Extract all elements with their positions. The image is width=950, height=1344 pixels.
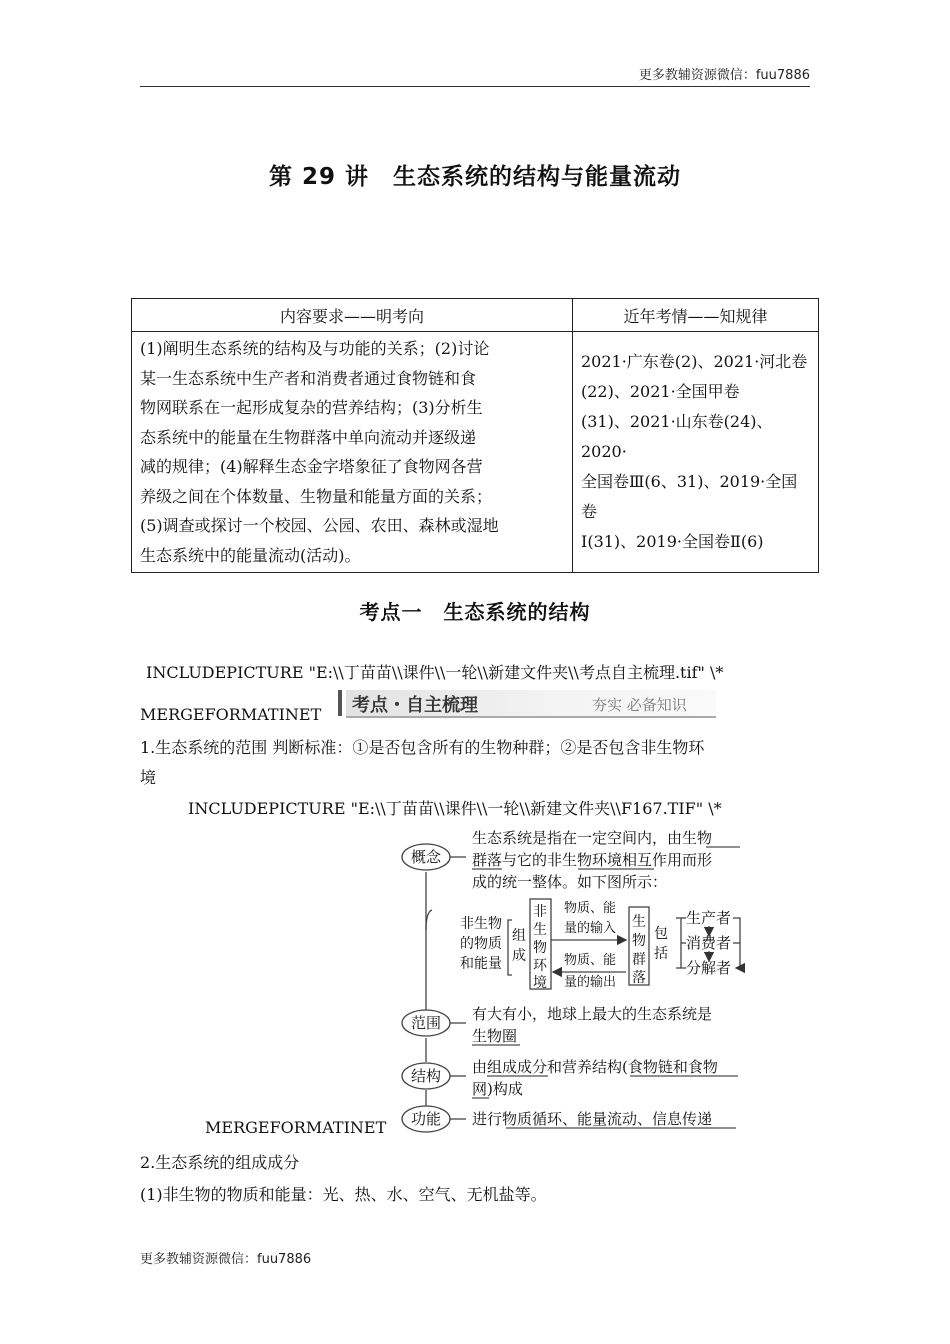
col1-header: 内容要求——明考向: [132, 299, 573, 332]
header-note: 更多教辅资源微信：fuu7886: [638, 68, 810, 83]
banner-subtitle: 夯实 必备知识: [592, 696, 687, 714]
req-line: 养级之间在个体数量、生物量和能量方面的关系；: [140, 486, 493, 506]
abiotic-label-line: 和能量: [460, 956, 502, 972]
para-components: 2.生态系统的组成成分: [140, 1153, 300, 1172]
scope-line: 有大有小，地球上最大的生态系统是: [472, 1005, 713, 1023]
para-scope-line2: 境: [140, 768, 157, 787]
para-scope-line1: 1.生态系统的范围 判断标准：①是否包含所有的生物种群；②是否包含非生物环: [140, 738, 705, 757]
concept-line: 生态系统是指在一定空间内，由生物: [472, 829, 713, 847]
include-label: 括: [654, 946, 668, 962]
abiotic-label-line: 非生物: [460, 916, 502, 932]
structure-line: 网)构成: [472, 1080, 523, 1098]
para-abiotic: (1)非生物的物质和能量：光、热、水、空气、无机盐等。: [140, 1185, 547, 1204]
biotic-box-char: 落: [632, 970, 646, 986]
biotic-box-char: 群: [632, 952, 646, 968]
abiotic-box-char: 环: [533, 958, 547, 974]
include-field-1: INCLUDEPICTURE "E:\\丁苗苗\\课件\\一轮\\新建文件夹\\考点自主梳理.tif" \*: [146, 663, 724, 682]
exam-line: (22)、2021·全国甲卷: [581, 382, 740, 401]
member-consumer: 消费者: [686, 934, 732, 952]
footer-note: 更多教辅资源微信：fuu7886: [140, 1252, 312, 1267]
include-field-1-tail: MERGEFORMATINET: [140, 705, 322, 724]
member-decomposer: 分解者: [686, 959, 732, 977]
req-line: (5)调查或探讨一个校园、公园、农田、森林或湿地: [140, 516, 499, 535]
include-field-2-tail: MERGEFORMATINET: [205, 1118, 387, 1137]
abiotic-box-char: 非: [533, 904, 547, 920]
node-scope: 范围: [410, 1014, 442, 1032]
req-line: 态系统中的能量在生物群落中单向流动并逐级递: [140, 427, 477, 447]
req-line: 生态系统中的能量流动(活动)。: [140, 545, 361, 565]
output-label: 量的输出: [563, 975, 617, 990]
abiotic-box-char: 境: [533, 975, 547, 991]
include-label: 包: [654, 926, 668, 942]
input-label: 量的输入: [563, 921, 617, 936]
col2-header: 近年考情——知规律: [573, 299, 819, 332]
compose-label: 成: [512, 948, 526, 964]
node-function: 功能: [410, 1110, 442, 1128]
exam-line: 2021·广东卷(2)、2021·河北卷: [581, 352, 808, 371]
include-field-2: INCLUDEPICTURE "E:\\丁苗苗\\课件\\一轮\\新建文件夹\\F167.TIF" \*: [188, 799, 722, 818]
structure-line: 由组成成分和营养结构(食物链和食物: [472, 1058, 718, 1076]
req-line: 减的规律；(4)解释生态金字塔象征了食物网各营: [140, 457, 483, 476]
node-structure: 结构: [410, 1067, 442, 1085]
banner-title: 考点・自主梳理: [352, 695, 478, 716]
exam-line: (31)、2021·山东卷(24)、2020·: [581, 412, 773, 461]
concept-line: 群落与它的非生物环境相互作用而形: [472, 851, 713, 869]
exam-line: Ⅰ(31)、2019·全国卷Ⅱ(6): [581, 532, 764, 551]
abiotic-box-char: 物: [533, 940, 547, 956]
concept-line: 成的统一整体。如下图所示：: [472, 873, 668, 891]
req-line: 物网联系在一起形成复杂的营养结构；(3)分析生: [140, 398, 483, 417]
req-line: (1)阐明生态系统的结构及与功能的关系；(2)讨论: [140, 339, 490, 358]
member-producer: 生产者: [686, 909, 732, 927]
exam-line: 全国卷Ⅲ(6、31)、2019·全国卷: [581, 472, 798, 521]
abiotic-box-char: 生: [533, 922, 547, 938]
biotic-box-char: 生: [632, 914, 646, 930]
biotic-box-char: 物: [632, 933, 646, 949]
output-label: 物质、能: [563, 953, 617, 968]
scope-line: 生物圈: [472, 1027, 518, 1045]
section-title: 考点一 生态系统的结构: [359, 600, 591, 624]
function-line: 进行物质循环、能量流动、信息传递: [472, 1110, 713, 1128]
node-concept: 概念: [410, 848, 442, 866]
req-line: 某一生态系统中生产者和消费者通过食物链和食: [140, 368, 477, 388]
abiotic-label-line: 的物质: [460, 936, 502, 952]
compose-label: 组: [512, 928, 526, 944]
input-label: 物质、能: [563, 901, 617, 916]
page-title: 第 29 讲 生态系统的结构与能量流动: [268, 164, 682, 190]
